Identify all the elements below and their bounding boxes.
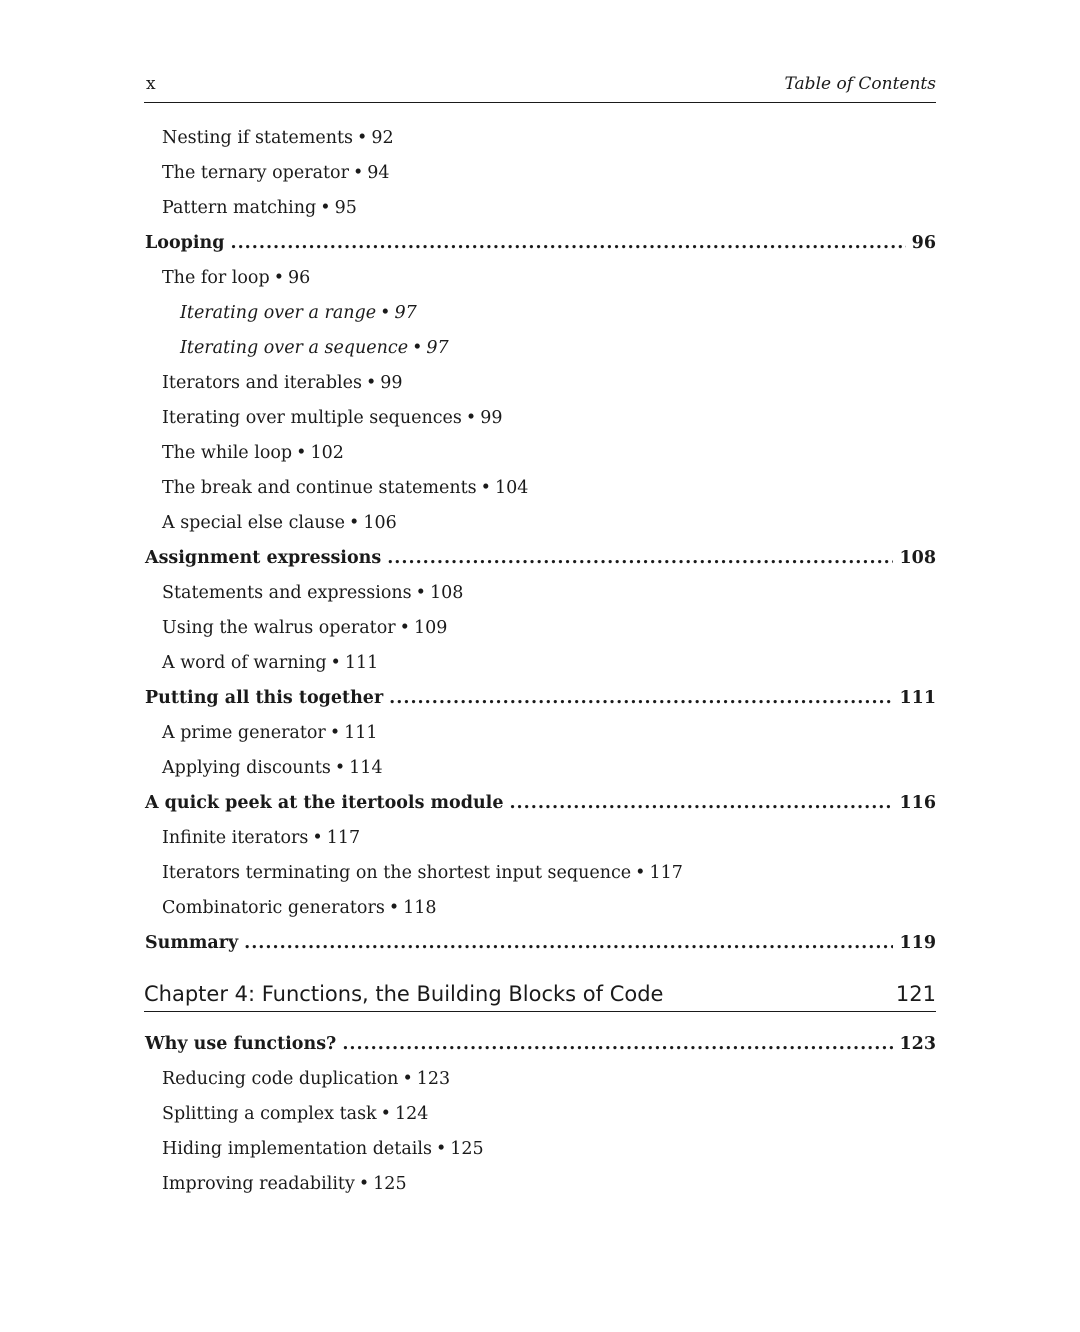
- header-page-number: x: [146, 74, 156, 94]
- toc-subsubsection-entry[interactable]: [144, 296, 936, 331]
- toc-subsection-entry[interactable]: [144, 191, 936, 226]
- toc-entry-page: 99: [380, 373, 403, 393]
- toc-entry-title: Assignment expressions: [145, 548, 382, 568]
- bullet-separator-icon: •: [412, 338, 423, 358]
- toc-entry-page: 116: [899, 793, 936, 813]
- toc-entry-page: 111: [344, 653, 379, 673]
- toc-entry-title: Hiding implementation details: [162, 1139, 432, 1159]
- bullet-separator-icon: •: [388, 898, 400, 918]
- toc-entry-title: Iterating over a range: [180, 303, 377, 323]
- toc-list-part1: [144, 121, 936, 961]
- toc-entry-page: 123: [899, 1034, 936, 1054]
- bullet-separator-icon: •: [357, 128, 368, 148]
- bullet-separator-icon: •: [635, 863, 646, 883]
- dot-leader: [244, 926, 893, 961]
- toc-entry-title: Why use functions?: [145, 1034, 337, 1054]
- toc-entry-page: 92: [371, 128, 394, 148]
- toc-subsection-entry[interactable]: [144, 156, 936, 191]
- dot-leader: [231, 226, 906, 261]
- toc-entry-title: A special else clause: [162, 513, 346, 533]
- toc-subsection-entry[interactable]: [144, 1097, 936, 1132]
- toc-entry-page: 99: [480, 408, 503, 428]
- toc-entry-title: Reducing code duplication: [162, 1069, 399, 1089]
- toc-subsection-entry[interactable]: [144, 471, 936, 506]
- toc-subsection-entry[interactable]: [144, 506, 936, 541]
- toc-section-entry[interactable]: [144, 226, 936, 261]
- toc-entry-title: Applying discounts: [162, 758, 331, 778]
- dot-leader: [387, 541, 893, 576]
- header-title: Table of Contents: [784, 74, 936, 94]
- toc-entry-title: A quick peek at the itertools module: [145, 793, 504, 813]
- toc-subsection-entry[interactable]: [144, 121, 936, 156]
- chapter-heading[interactable]: [144, 978, 936, 1012]
- toc-entry-title: Statements and expressions: [162, 583, 412, 603]
- toc-entry-page: 109: [413, 618, 448, 638]
- toc-entry-page: 118: [403, 898, 437, 918]
- toc-subsubsection-entry[interactable]: [144, 331, 936, 366]
- toc-entry-page: 119: [899, 933, 936, 953]
- bullet-separator-icon: •: [312, 828, 323, 848]
- toc-entry-page: 96: [911, 233, 936, 253]
- toc-entry-page: 104: [494, 478, 529, 498]
- toc-entry-title: Combinatoric generators: [162, 898, 385, 918]
- bullet-separator-icon: •: [399, 618, 410, 638]
- toc-subsection-entry[interactable]: [144, 716, 936, 751]
- toc-list-part2: [144, 1027, 936, 1202]
- toc-entry-page: 97: [426, 338, 449, 358]
- bullet-separator-icon: •: [329, 723, 341, 743]
- bullet-separator-icon: •: [273, 268, 285, 288]
- toc-subsection-entry[interactable]: [144, 366, 936, 401]
- toc-entry-page: 97: [394, 303, 417, 323]
- toc-entry-title: The break and continue statements: [162, 478, 477, 498]
- toc-entry-page: 108: [429, 583, 464, 603]
- bullet-separator-icon: •: [352, 163, 364, 183]
- toc-entry-page: 125: [450, 1139, 484, 1159]
- toc-entry-title: The for loop: [162, 268, 270, 288]
- toc-entry-page: 111: [899, 688, 936, 708]
- bullet-separator-icon: •: [334, 758, 346, 778]
- dot-leader: [342, 1027, 893, 1062]
- toc-entry-title: The ternary operator: [162, 163, 349, 183]
- bullet-separator-icon: •: [380, 1104, 391, 1124]
- toc-entry-title: A word of warning: [162, 653, 327, 673]
- chapter-page-number: 121: [895, 982, 936, 1006]
- toc-subsection-entry[interactable]: [144, 1167, 936, 1202]
- toc-subsection-entry[interactable]: [144, 436, 936, 471]
- toc-entry-title: Iterating over multiple sequences: [162, 408, 462, 428]
- toc-entry-title: The while loop: [162, 443, 293, 463]
- toc-subsection-entry[interactable]: [144, 1062, 936, 1097]
- bullet-separator-icon: •: [480, 478, 491, 498]
- bullet-separator-icon: •: [380, 303, 391, 323]
- bullet-separator-icon: •: [296, 443, 307, 463]
- bullet-separator-icon: •: [349, 513, 360, 533]
- bullet-separator-icon: •: [465, 408, 477, 428]
- toc-entry-title: Splitting a complex task: [162, 1104, 377, 1124]
- toc-entry-page: 123: [416, 1069, 451, 1089]
- bullet-separator-icon: •: [402, 1069, 413, 1089]
- toc-subsection-entry[interactable]: [144, 576, 936, 611]
- dot-leader: [509, 786, 893, 821]
- toc-entry-page: 106: [363, 513, 397, 533]
- running-header: [144, 72, 936, 103]
- toc-entry-page: 95: [334, 198, 357, 218]
- toc-entry-title: Pattern matching: [162, 198, 317, 218]
- toc-entry-title: Using the walrus operator: [162, 618, 396, 638]
- toc-section-entry[interactable]: [144, 786, 936, 821]
- bullet-separator-icon: •: [320, 198, 331, 218]
- toc-section-entry[interactable]: [144, 541, 936, 576]
- toc-entry-title: Iterating over a sequence: [180, 338, 409, 358]
- toc-entry-page: 108: [899, 548, 936, 568]
- toc-entry-title: Iterators and iterables: [162, 373, 362, 393]
- toc-entry-page: 114: [349, 758, 383, 778]
- toc-subsection-entry[interactable]: [144, 646, 936, 681]
- toc-entry-title: Iterators terminating on the shortest input sequence: [162, 863, 632, 883]
- toc-subsection-entry[interactable]: [144, 261, 936, 296]
- toc-section-entry[interactable]: [144, 1027, 936, 1062]
- dot-leader: [389, 681, 893, 716]
- toc-subsection-entry[interactable]: [144, 751, 936, 786]
- bullet-separator-icon: •: [435, 1139, 447, 1159]
- bullet-separator-icon: •: [415, 583, 426, 603]
- toc-entry-page: 117: [326, 828, 361, 848]
- toc-subsection-entry[interactable]: [144, 611, 936, 646]
- toc-entry-title: Improving readability: [162, 1174, 355, 1194]
- toc-entry-page: 111: [344, 723, 378, 743]
- toc-subsection-entry[interactable]: [144, 401, 936, 436]
- toc-entry-title: Looping: [145, 233, 225, 253]
- toc-entry-page: 125: [373, 1174, 407, 1194]
- toc-subsection-entry[interactable]: [144, 1132, 936, 1167]
- toc-subsection-entry[interactable]: [144, 891, 936, 926]
- toc-entry-title: Nesting if statements: [162, 128, 354, 148]
- toc-entry-page: 102: [310, 443, 344, 463]
- toc-entry-page: 96: [288, 268, 311, 288]
- toc-subsection-entry[interactable]: [144, 856, 936, 891]
- chapter-title: Chapter 4: Functions, the Building Blocks of Code: [144, 982, 664, 1006]
- bullet-separator-icon: •: [358, 1174, 370, 1194]
- toc-entry-title: Infinite iterators: [162, 828, 309, 848]
- toc-entry-title: A prime generator: [162, 723, 326, 743]
- bullet-separator-icon: •: [330, 653, 341, 673]
- toc-section-entry[interactable]: [144, 926, 936, 961]
- toc-subsection-entry[interactable]: [144, 821, 936, 856]
- toc-entry-page: 117: [649, 863, 683, 883]
- toc-section-entry[interactable]: [144, 681, 936, 716]
- toc-entry-title: Putting all this together: [145, 688, 384, 708]
- toc-entry-title: Summary: [145, 933, 239, 953]
- bullet-separator-icon: •: [365, 373, 377, 393]
- toc-entry-page: 124: [394, 1104, 429, 1124]
- toc-entry-page: 94: [367, 163, 390, 183]
